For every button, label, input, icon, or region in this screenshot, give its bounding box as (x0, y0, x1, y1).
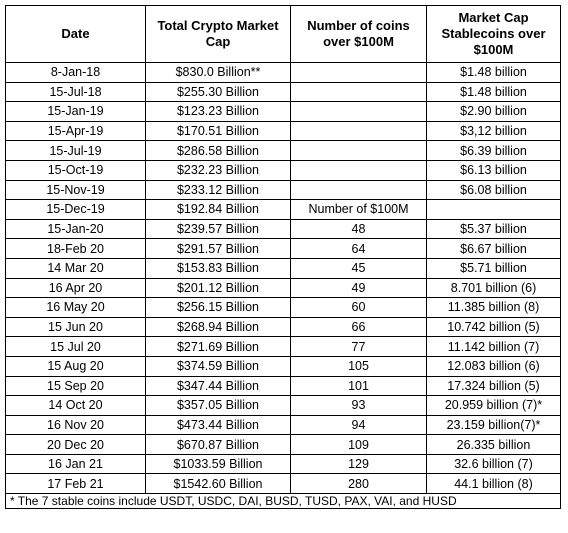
cell-date: 16 Nov 20 (6, 415, 146, 435)
cell-total-market-cap: $286.58 Billion (146, 141, 291, 161)
cell-date: 15-Nov-19 (6, 180, 146, 200)
cell-total-market-cap: $233.12 Billion (146, 180, 291, 200)
table-row (6, 317, 561, 337)
table-body (6, 63, 561, 494)
table-row (6, 180, 561, 200)
cell-coin-count: 45 (291, 258, 427, 278)
table-row (6, 435, 561, 455)
cell-total-market-cap: $170.51 Billion (146, 121, 291, 141)
cell-total-market-cap: $239.57 Billion (146, 219, 291, 239)
table-row (6, 141, 561, 161)
cell-date: 8-Jan-18 (6, 63, 146, 83)
cell-coin-count: Number of $100M (291, 200, 427, 220)
table-footer (6, 494, 561, 509)
cell-total-market-cap: $1033.59 Billion (146, 454, 291, 474)
cell-date: 18-Feb 20 (6, 239, 146, 259)
cell-stablecoin-cap: 10.742 billion (5) (427, 317, 561, 337)
cell-total-market-cap: $201.12 Billion (146, 278, 291, 298)
table-container (5, 5, 561, 509)
cell-coin-count: 109 (291, 435, 427, 455)
cell-total-market-cap: $1542.60 Billion (146, 474, 291, 494)
market-cap-table (5, 5, 561, 509)
cell-coin-count (291, 63, 427, 83)
cell-date: 14 Mar 20 (6, 258, 146, 278)
cell-stablecoin-cap: $6.39 billion (427, 141, 561, 161)
cell-stablecoin-cap: $6.08 billion (427, 180, 561, 200)
cell-coin-count: 49 (291, 278, 427, 298)
cell-stablecoin-cap: $6.67 billion (427, 239, 561, 259)
table-row (6, 63, 561, 83)
cell-stablecoin-cap: 20.959 billion (7)* (427, 396, 561, 416)
cell-date: 16 May 20 (6, 298, 146, 318)
table-row (6, 200, 561, 220)
table-row (6, 396, 561, 416)
cell-coin-count (291, 102, 427, 122)
cell-total-market-cap: $291.57 Billion (146, 239, 291, 259)
cell-date: 14 Oct 20 (6, 396, 146, 416)
cell-total-market-cap: $670.87 Billion (146, 435, 291, 455)
cell-date: 15-Jan-19 (6, 102, 146, 122)
cell-total-market-cap: $153.83 Billion (146, 258, 291, 278)
table-row (6, 474, 561, 494)
cell-stablecoin-cap: 32.6 billion (7) (427, 454, 561, 474)
cell-coin-count: 48 (291, 219, 427, 239)
cell-stablecoin-cap (427, 200, 561, 220)
table-row (6, 160, 561, 180)
cell-coin-count: 60 (291, 298, 427, 318)
cell-date: 15 Jun 20 (6, 317, 146, 337)
table-header (6, 6, 561, 63)
cell-coin-count (291, 141, 427, 161)
cell-coin-count: 66 (291, 317, 427, 337)
cell-total-market-cap: $268.94 Billion (146, 317, 291, 337)
cell-date: 16 Jan 21 (6, 454, 146, 474)
cell-stablecoin-cap: $5.37 billion (427, 219, 561, 239)
cell-stablecoin-cap: $5.71 billion (427, 258, 561, 278)
cell-total-market-cap: $830.0 Billion** (146, 63, 291, 83)
cell-stablecoin-cap: $2.90 billion (427, 102, 561, 122)
cell-stablecoin-cap: $3,12 billion (427, 121, 561, 141)
cell-total-market-cap: $256.15 Billion (146, 298, 291, 318)
cell-stablecoin-cap: 11.385 billion (8) (427, 298, 561, 318)
cell-date: 15 Aug 20 (6, 356, 146, 376)
cell-total-market-cap: $192.84 Billion (146, 200, 291, 220)
table-row (6, 337, 561, 357)
cell-stablecoin-cap: 26.335 billion (427, 435, 561, 455)
cell-total-market-cap: $357.05 Billion (146, 396, 291, 416)
cell-date: 15-Dec-19 (6, 200, 146, 220)
table-row (6, 278, 561, 298)
cell-date: 15 Jul 20 (6, 337, 146, 357)
header-coin-count: Number of coins over $100M (291, 6, 427, 63)
cell-coin-count: 129 (291, 454, 427, 474)
cell-coin-count: 77 (291, 337, 427, 357)
cell-date: 15 Sep 20 (6, 376, 146, 396)
table-row (6, 415, 561, 435)
table-row (6, 356, 561, 376)
footnote: * The 7 stable coins include USDT, USDC, DAI, BUSD, TUSD, PAX, VAI, and HUSD (6, 494, 561, 509)
table-row (6, 82, 561, 102)
cell-total-market-cap: $347.44 Billion (146, 376, 291, 396)
cell-coin-count (291, 180, 427, 200)
cell-total-market-cap: $255.30 Billion (146, 82, 291, 102)
cell-stablecoin-cap: 11.142 billion (7) (427, 337, 561, 357)
table-row (6, 102, 561, 122)
cell-total-market-cap: $232.23 Billion (146, 160, 291, 180)
cell-stablecoin-cap: $1.48 billion (427, 82, 561, 102)
cell-date: 20 Dec 20 (6, 435, 146, 455)
cell-coin-count (291, 121, 427, 141)
cell-date: 15-Jul-19 (6, 141, 146, 161)
cell-date: 17 Feb 21 (6, 474, 146, 494)
table-row (6, 454, 561, 474)
cell-coin-count: 94 (291, 415, 427, 435)
cell-coin-count: 93 (291, 396, 427, 416)
cell-stablecoin-cap: 17.324 billion (5) (427, 376, 561, 396)
cell-stablecoin-cap: 23.159 billion(7)* (427, 415, 561, 435)
cell-coin-count: 101 (291, 376, 427, 396)
cell-date: 16 Apr 20 (6, 278, 146, 298)
cell-date: 15-Apr-19 (6, 121, 146, 141)
table-row (6, 219, 561, 239)
cell-date: 15-Jul-18 (6, 82, 146, 102)
header-total-market-cap: Total Crypto Market Cap (146, 6, 291, 63)
cell-total-market-cap: $473.44 Billion (146, 415, 291, 435)
table-row (6, 376, 561, 396)
table-row (6, 121, 561, 141)
cell-coin-count (291, 82, 427, 102)
header-stablecoin-cap: Market Cap Stablecoins over $100M (427, 6, 561, 63)
table-row (6, 258, 561, 278)
table-row (6, 239, 561, 259)
table-row (6, 298, 561, 318)
cell-total-market-cap: $374.59 Billion (146, 356, 291, 376)
cell-date: 15-Jan-20 (6, 219, 146, 239)
cell-stablecoin-cap: 44.1 billion (8) (427, 474, 561, 494)
cell-stablecoin-cap: 12.083 billion (6) (427, 356, 561, 376)
cell-coin-count: 280 (291, 474, 427, 494)
cell-coin-count (291, 160, 427, 180)
cell-date: 15-Oct-19 (6, 160, 146, 180)
footnote-row (6, 494, 561, 509)
cell-stablecoin-cap: $1.48 billion (427, 63, 561, 83)
cell-total-market-cap: $271.69 Billion (146, 337, 291, 357)
cell-coin-count: 64 (291, 239, 427, 259)
cell-stablecoin-cap: $6.13 billion (427, 160, 561, 180)
cell-coin-count: 105 (291, 356, 427, 376)
cell-stablecoin-cap: 8.701 billion (6) (427, 278, 561, 298)
cell-total-market-cap: $123.23 Billion (146, 102, 291, 122)
header-date: Date (6, 6, 146, 63)
header-row (6, 6, 561, 63)
